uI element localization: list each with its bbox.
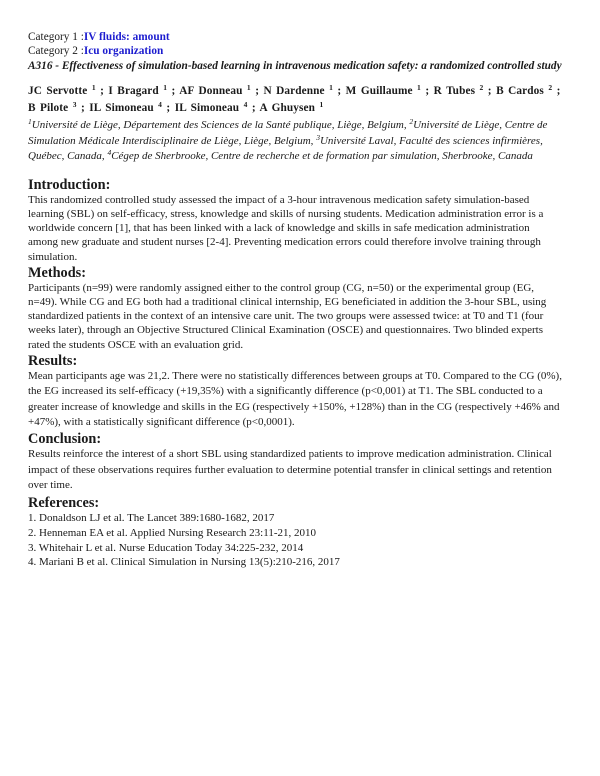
category-1-label: Category 1 : <box>28 31 84 43</box>
author-affiliation-mark: 1 <box>319 100 324 109</box>
results-section <box>28 353 562 431</box>
category-2-label: Category 2 : <box>28 45 84 57</box>
results-heading: Results: <box>28 352 78 369</box>
conclusion-heading: Conclusion: <box>28 431 102 448</box>
reference-item: 2. Henneman EA et al. Applied Nursing Research 23:11-21, 2010 <box>28 526 316 539</box>
reference-item: 3. Whitehair L et al. Nurse Education Today 34:225-232, 2014 <box>28 541 304 554</box>
abstract-title-text: Effectiveness of simulation-based learning in intravenous medication safety: a randomized controlled study <box>61 60 562 72</box>
abstract-number: A316 - <box>28 60 62 72</box>
affiliation-number: 3 <box>316 132 320 142</box>
references-heading: References: <box>28 495 100 512</box>
author-name: IL Simoneau <box>89 102 159 114</box>
abstract-title <box>28 58 562 74</box>
author-affiliation-mark: 1 <box>417 83 421 92</box>
author-list: JC Servotte $^1$ ; I Bragard $^1$ ; AF Donneau $^1$ ; N Dardenne $^1$ ; M Guillaume $^1$ ; R Tubes $^2$ ; B Cardos $^2$ ; B Pilote $^3$ ; IL Simoneau $^4$ ; IL Simoneau $^4$ ; A Ghuysen $^1$ <box>28 83 561 114</box>
reference-item: 1. Donaldson LJ et al. The Lancet 389:1680-1682, 2017 <box>28 512 275 525</box>
results-body: Mean participants age was 21,2. There were no statistically differences between groups at T0. Compared to the CG (0%), the EG increased its self-efficacy (+19,35%) with a significantly difference (p<0,001) at T1. The SBL conducted to a greater increase of knowledge and skills in the EG (respectively +150%, +128%) than in the CG (respectively +46% and +47%), with a statistically significant difference (p<0,0001). <box>28 369 562 429</box>
methods-section <box>28 265 562 352</box>
conclusion-body: Results reinforce the interest of a short SBL using standardized patients to improve medication administration. Clinical impact of these observations requires further evaluation to determine potential transfer in clinical settings and retention over time. <box>28 448 552 491</box>
author-affiliation-mark: 3 <box>72 100 77 109</box>
category-2 <box>28 44 562 58</box>
author-name: N Dardenne <box>263 85 330 97</box>
affiliation-text: Cégep de Sherbrooke, Centre de recherche et de formation par simulation, Sherbrooke, Canada <box>111 150 533 163</box>
author-name: JC Servotte <box>28 85 92 97</box>
introduction-body: This randomized controlled study assessed the impact of a 3-hour intravenous medication safety simulation-based learning (SBL) on self-efficacy, stress, knowledge and skills of nursing students. Medication administration error is a worldwide concern [1], that has been linked with a lack of knowledge and skills in safe medication administration among new graduate and student nurses [2-4]. Preventing medication errors could therefore involve training through simulation. <box>28 193 544 263</box>
affiliation-number: 2 <box>409 117 414 126</box>
author-name: M Guillaume <box>345 85 418 97</box>
conclusion-section <box>28 431 562 493</box>
affiliation-text: Université de Liège, Centre de Simulation Médicale Interdisciplinaire de Liège, Liège, Belgium, <box>28 119 548 147</box>
author-affiliation-mark: 1 <box>246 83 251 92</box>
reference-item: 4. Mariani B et al. Clinical Simulation in Nursing 13(5):210-216, 2017 <box>28 556 340 569</box>
author-affiliation-mark: 4 <box>243 100 248 109</box>
author-name: B Cardos <box>496 85 549 97</box>
author-affiliation-mark: 1 <box>329 83 333 92</box>
author-affiliation-mark: 2 <box>479 83 484 92</box>
author-name: I Bragard <box>108 85 164 97</box>
category-1-value: IV fluids: amount <box>83 31 170 43</box>
author-affiliation-mark: 4 <box>158 100 162 109</box>
affiliation-text: Université de Liège, Département des Sciences de la Santé publique, Liège, Belgium, <box>31 119 410 131</box>
category-2-value: Icu organization <box>83 45 164 57</box>
category-1 <box>28 30 562 44</box>
author-name: R Tubes <box>433 85 480 97</box>
reference-list <box>28 511 562 570</box>
author-name: B Pilote <box>28 102 73 114</box>
introduction-section <box>28 177 562 264</box>
introduction-heading: Introduction: <box>28 176 111 193</box>
affiliation-number: 4 <box>107 148 112 158</box>
author-affiliation-mark: 2 <box>548 83 553 92</box>
abstract-page <box>28 30 562 570</box>
affiliation-list <box>28 118 562 165</box>
affiliation-text: Université Laval, Faculté des sciences infirmières, Québec, Canada, <box>28 134 543 163</box>
methods-heading: Methods: <box>28 264 86 281</box>
author-affiliation-mark: 1 <box>91 83 96 92</box>
methods-body: Participants (n=99) were randomly assigned either to the control group (CG, n=50) or the experimental group (EG, n=49). While CG and EG both had a traditional clinical internship, EG beneficiated in addition the 3-hour SBL, using standardized patients in the context of an intensive care unit. The two groups were assessed twice: at T0 and T1 (four weeks later), through an Objective Structured Clinical Examination (OSCE) and questionnaires. Two blinded experts rated the students OSCE with an evaluation grid. <box>28 281 547 351</box>
references-section <box>28 495 562 570</box>
author-name: IL Simoneau <box>174 102 244 114</box>
affiliation-number: 1 <box>28 117 32 126</box>
author-affiliation-mark: 1 <box>163 83 168 92</box>
author-name: A Ghuysen <box>259 102 320 114</box>
author-name: AF Donneau <box>179 85 247 97</box>
